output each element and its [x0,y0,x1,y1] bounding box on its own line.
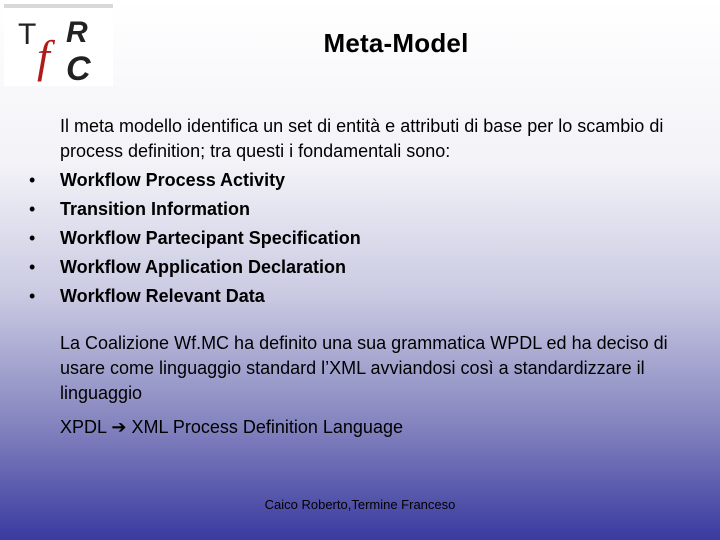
bullet-icon: • [29,257,36,277]
xpdl-term: XPDL [60,417,107,437]
list-item-label: Workflow Relevant Data [60,286,265,306]
wfmc-paragraph: La Coalizione Wf.MC ha definito una sua grammatica WPDL ed ha deciso di usare come linguaggio standard l’XML avviandosi così a standardizzare il linguaggio [60,333,668,403]
bullet-icon: • [29,286,36,306]
list-item-label: Workflow Partecipant Specification [60,228,361,248]
list-item [29,224,680,253]
tfrc-logo [4,4,113,86]
bullet-icon: • [29,199,36,219]
xpdl-definition: XML Process Definition Language [131,417,403,437]
bullet-icon: • [29,228,36,248]
logo-letter-t: T [18,18,37,51]
slide-title: Meta-Model [323,28,469,58]
slide-footer: Caico Roberto,Termine Franceso [264,497,456,512]
list-item-label: Workflow Process Activity [60,170,286,190]
logo-letter-f: f [37,31,50,82]
logo-letter-r: R [66,16,88,49]
list-item [29,253,680,282]
list-item-label: Transition Information [60,199,251,219]
list-item [29,282,680,311]
xpdl-line [60,414,680,440]
bullet-icon: • [29,170,36,190]
slide-content [29,114,680,440]
logo-letter-c: C [66,50,91,86]
intro-text: Il meta modello identifica un set di entità e attributi di base per lo scambio di process definition; tra questi i fondamentali sono: [60,116,664,161]
list-item-label: Workflow Application Declaration [60,257,347,277]
list-item [29,166,680,195]
entity-list [29,166,680,311]
logo-graphic [4,4,113,86]
right-arrow-icon: ➔ [111,417,127,437]
list-item [29,195,680,224]
